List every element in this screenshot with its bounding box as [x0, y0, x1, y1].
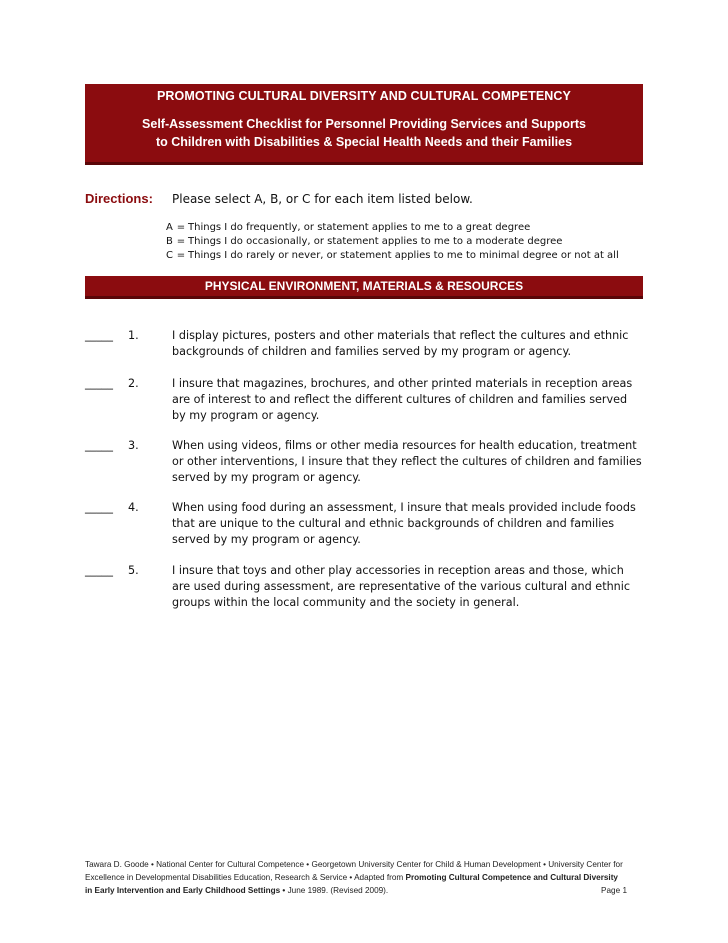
answer-blank[interactable]: _____ [85, 377, 113, 390]
rating-legend [166, 221, 619, 263]
item-text: I insure that toys and other play accessories in reception areas and those, which are used during assessment, are representative of the various cultural and ethnic groups within the local community and the society in general. [172, 564, 631, 609]
item-number: 3. [128, 439, 139, 452]
item-text: I display pictures, posters and other materials that reflect the cultures and ethnic backgrounds of children and families served by my program or agency. [172, 329, 629, 358]
footer-credits: Tawara D. Goode • National Center for Cultural Competence • Georgetown University Center for Child & Human Development • University Center for Excellence in Developmental Disabilities Education, Research & Service • Adapted from [85, 860, 623, 882]
footer-source-title: Promoting Cultural Competence and Cultural Diversity in Early Intervention and Early Childhood Settings • [85, 873, 618, 895]
legend-option-c: C = Things I do rarely or never, or statement applies to me to minimal degree or not at all [166, 250, 619, 261]
legend-option-b: B = Things I do occasionally, or statement applies to me to a moderate degree [166, 236, 563, 247]
section-title: PHYSICAL ENVIRONMENT, MATERIALS & RESOURCES [85, 276, 643, 299]
item-text: When using videos, films or other media resources for health education, treatment or other interventions, I insure that they reflect the cultures of children and families served by my program or agency. [172, 439, 642, 484]
answer-blank[interactable]: _____ [85, 501, 113, 514]
answer-blank[interactable]: _____ [85, 329, 113, 342]
page-number: Page 1 [601, 886, 627, 895]
document-header [85, 84, 643, 165]
subtitle-line-1: Self-Assessment Checklist for Personnel Providing Services and Supports [142, 117, 586, 131]
page-footer [85, 858, 627, 897]
directions-text: Please select A, B, or C for each item listed below. [172, 192, 473, 206]
item-number: 5. [128, 564, 139, 577]
item-number: 4. [128, 501, 139, 514]
legend-option-a: A = Things I do frequently, or statement applies to me to a great degree [166, 222, 531, 233]
subtitle-line-2: to Children with Disabilities & Special Health Needs and their Families [155, 135, 573, 149]
answer-blank[interactable]: _____ [85, 564, 113, 577]
footer-date: June 1989. (Revised 2009). [285, 886, 389, 895]
document-subtitle [85, 115, 643, 151]
item-number: 2. [128, 377, 139, 390]
answer-blank[interactable]: _____ [85, 439, 113, 452]
item-text: I insure that magazines, brochures, and other printed materials in reception areas are of interest to and reflect the different cultures of children and families served by my program or agency. [172, 377, 633, 422]
document-title: PROMOTING CULTURAL DIVERSITY AND CULTURAL COMPETENCY [156, 89, 571, 103]
item-number: 1. [128, 329, 139, 342]
item-text: When using food during an assessment, I insure that meals provided include foods that are unique to the cultural and ethnic backgrounds of children and families served by my program or agency. [172, 501, 636, 546]
directions-label: Directions: [85, 191, 153, 206]
